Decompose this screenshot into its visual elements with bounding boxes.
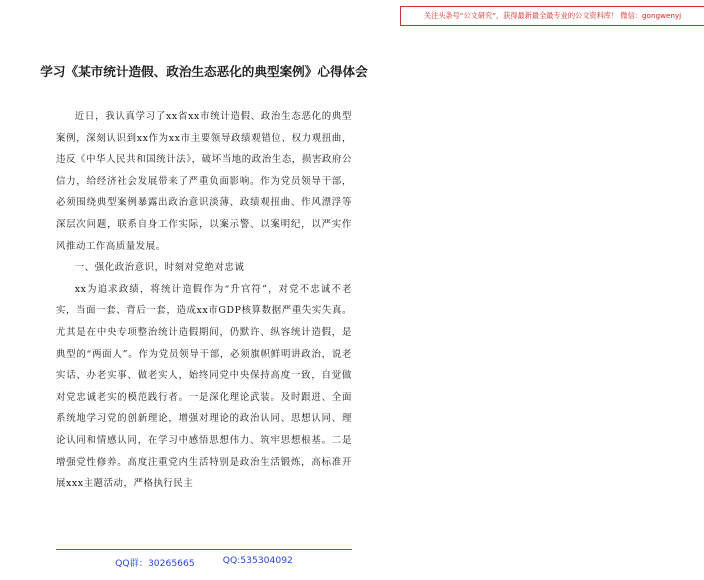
- section-heading-1: 一、强化政治意识，时刻对党绝对忠诚: [74, 262, 245, 274]
- page-footer: [0, 555, 408, 571]
- paragraph-section-1: xx为追求政绩，将统计造假作为“升官符”，对党不忠诚不老实，当面一套、背后一套，造成xx市GDP核算数据严重失实失真。尤其是在中央专项整治统计造假期间，仍默许、纵容统计造假，是典型的“两面人”。作为党员领导干部，必须旗帜鲜明讲政治，说老实话、办老实事、做老实人，始终同党中央保持高度一致，自觉做对党忠诚老实的模范践行者。一是深化理论武装。及时跟进、全面系统地学习党的创新理论，增强对理论的政治认同、思想认同、理论认同和情感认同，在学习中感悟思想伟力、筑牢思想根基。二是增强党性修养。高度注重党内生活特别是政治生活锻炼，高标准开展xxx主题活动，严格执行民主: [56, 283, 352, 490]
- footer-divider: [56, 549, 352, 550]
- document-title: 学习《某市统计造假、政治生态恶化的典型案例》心得体会: [40, 64, 368, 79]
- paragraph-intro: 近日，我认真学习了xx省xx市统计造假、政治生态恶化的典型案例，深刻认识到xx作为xx市主要领导政绩观错位、权力观扭曲，违反《中华人民共和国统计法》，破坏当地的政治生态，损害政府公信力，给经济社会发展带来了严重负面影响。作为党员领导干部，必须围绕典型案例暴露出政治意识淡薄、政绩观扭曲、作风漂浮等深层次问题，联系自身工作实际，以案示警、以案明纪，以严实作风推动工作高质量发展。: [56, 111, 352, 252]
- footer-qq-number: QQ:535304092: [222, 555, 293, 566]
- document-body: [56, 106, 352, 495]
- promo-banner-text: 关注头条号“公文研究”，获得最新最全最专业的公文资料库！ 微信：gongwenyj: [400, 6, 704, 26]
- footer-qq-group: QQ群：30265665: [115, 558, 195, 569]
